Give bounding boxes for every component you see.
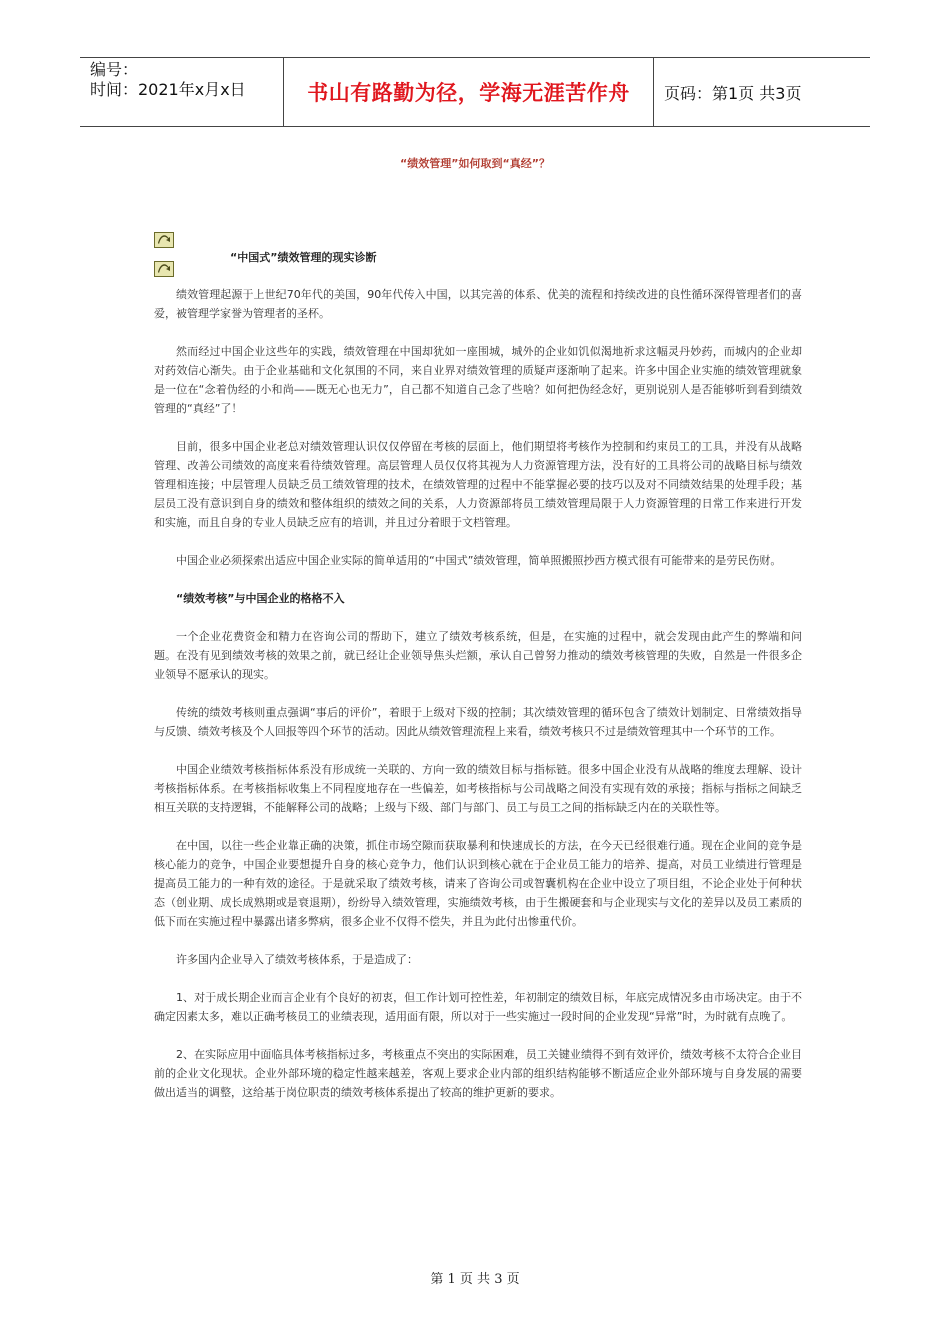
time-label: 时间：2021年x月x日 [90, 80, 246, 99]
section-heading: “中国式”绩效管理的现实诊断 [230, 251, 377, 264]
section-heading: “绩效考核”与中国企业的格格不入 [176, 592, 345, 605]
header-page-cell [654, 58, 870, 126]
paragraph: 中国企业必须探索出适应中国企业实际的简单适用的“中国式”绩效管理，简单照搬照抄西方模式很有可能带来的是劳民伤财。 [176, 554, 782, 567]
header-page-info: 页码：第1页 共3页 [664, 83, 802, 103]
paragraph: 一个企业花费资金和精力在咨询公司的帮助下，建立了绩效考核系统，但是，在实施的过程中，就会发现由此产生的弊端和问题。在没有见到绩效考核的效果之前，就已经让企业领导焦头烂额，承认自己曾努力推动的绩效考核管理的失败，自然是一件很多企业领导不愿承认的现实。 [154, 630, 802, 681]
paragraph: 在中国，以往一些企业靠正确的决策，抓住市场空隙而获取暴利和快速成长的方法，在今天已经很难行通。现在企业间的竞争是核心能力的竞争，中国企业要想提升自身的核心竞争力，他们认识到核心就在于企业员工能力的培养、提高，对员工业绩进行管理是提高员工能力的一种有效的途径。于是就采取了绩效考核，请来了咨询公司或智囊机构在企业中设立了项目组，不论企业处于何种状态（创业期、成长成熟期或是衰退期），纷纷导入绩效管理，实施绩效考核，由于生搬硬套和与企业现实与文化的差异以及员工素质的低下而在实施过程中暴露出诸多弊病，很多企业不仅得不偿失，并且为此付出惨重代价。 [154, 839, 802, 928]
paragraph: 然而经过中国企业这些年的实践，绩效管理在中国却犹如一座围城，城外的企业如饥似渴地祈求这幅灵丹妙药，而城内的企业却对药效信心渐失。由于企业基础和文化氛围的不同，来自业界对绩效管理的质疑声逐渐响了起来。许多中国企业实施的绩效管理就象是一位在“念着伪经的小和尚——既无心也无力”，自己都不知道自己念了些啥？如何把伪经念好，更别说别人是否能够听到看到绩效管理的“真经”了！ [154, 345, 802, 415]
page-header [80, 57, 870, 127]
paragraph: 1、对于成长期企业而言企业有个良好的初衷，但工作计划可控性差，年初制定的绩效目标，年底完成情况多由市场决定。由于不确定因素太多，难以正确考核员工的业绩表现，适用面有限，所以对于一些实施过一段时间的企业发现“异常”时，为时就有点晚了。 [154, 991, 802, 1023]
number-label: 编号： [90, 60, 139, 79]
header-motto-cell [284, 58, 654, 126]
article-body [154, 248, 802, 1121]
paragraph: 绩效管理起源于上世纪70年代的美国，90年代传入中国，以其完善的体系、优美的流程和持续改进的良性循环深得管理者们的喜爱，被管理学家誉为管理者的圣杯。 [154, 288, 802, 320]
paragraph: 目前，很多中国企业老总对绩效管理认识仅仅停留在考核的层面上，他们期望将考核作为控制和约束员工的工具，并没有从战略管理、改善公司绩效的高度来看待绩效管理。高层管理人员仅仅将其视为人力资源管理方法，没有好的工具将公司的战略目标与绩效管理相连接；中层管理人员缺乏员工绩效管理的技术，在绩效管理的过程中不能掌握必要的技巧以及对不同绩效结果的处理手段；基层员工没有意识到自身的绩效和整体组织的绩效之间的关系，人力资源部将员工绩效管理局限于人力资源管理的日常工作来进行开发和实施，而且自身的专业人员缺乏应有的培训，并且过分着眼于文档管理。 [154, 440, 802, 529]
image-placeholder-icon [154, 232, 174, 248]
paragraph: 许多国内企业导入了绩效考核体系，于是造成了： [176, 953, 418, 966]
paragraph: 2、在实际应用中面临具体考核指标过多，考核重点不突出的实际困难，员工关键业绩得不到有效评价，绩效考核不太符合企业目前的企业文化现状。企业外部环境的稳定性越来越差，客观上要求企业内部的组织结构能够不断适应企业外部环境与自身发展的需要做出适当的调整，这给基于岗位职责的绩效考核体系提出了较高的维护更新的要求。 [154, 1048, 802, 1099]
page-footer: 第 1 页 共 3 页 [430, 1272, 520, 1287]
paragraph: 中国企业绩效考核指标体系没有形成统一关联的、方向一致的绩效目标与指标链。很多中国企业没有从战略的维度去理解、设计考核指标体系。在考核指标收集上不同程度地存在一些偏差，如考核指标与公司战略之间没有实现有效的承接；指标与指标之间缺乏相互关联的支持逻辑，不能解释公司的战略；上级与下级、部门与部门、员工与员工之间的指标缺乏内在的关联性等。 [154, 763, 802, 814]
document-title: “绩效管理”如何取到“真经”？ [400, 157, 550, 170]
paragraph: 传统的绩效考核则重点强调“事后的评价”，着眼于上级对下级的控制；其次绩效管理的循环包含了绩效计划制定、日常绩效指导与反馈、绩效考核及个人回报等四个环节的活动。因此从绩效管理流程上来看，绩效考核只不过是绩效管理其中一个环节的工作。 [154, 706, 802, 738]
header-meta [80, 58, 284, 126]
header-motto: 书山有路勤为径，学海无涯苦作舟 [307, 81, 630, 105]
